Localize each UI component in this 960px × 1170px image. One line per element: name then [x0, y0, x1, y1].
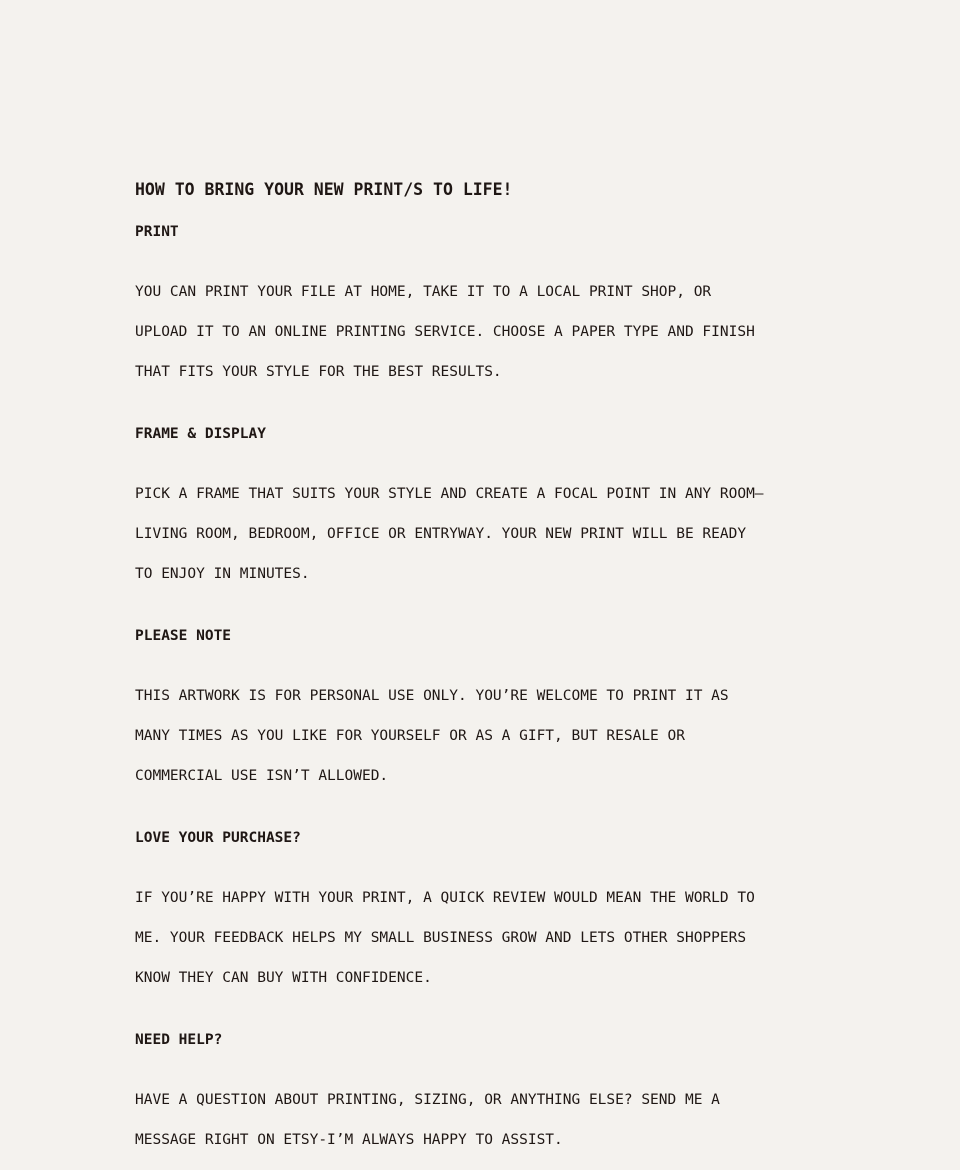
page-title: HOW TO BRING YOUR NEW PRINT/S TO LIFE! — [135, 180, 513, 199]
body-line: UPLOAD IT TO AN ONLINE PRINTING SERVICE. CHOOSE A PAPER TYPE AND FINISH — [135, 324, 755, 340]
body-line: MANY TIMES AS YOU LIKE FOR YOURSELF OR AS A GIFT, BUT RESALE OR — [135, 728, 685, 744]
section-heading-please-note: PLEASE NOTE — [135, 628, 232, 644]
body-line: THAT FITS YOUR STYLE FOR THE BEST RESULTS. — [135, 364, 502, 380]
section-heading-frame-display: FRAME & DISPLAY — [135, 426, 266, 442]
body-line: LIVING ROOM, BEDROOM, OFFICE OR ENTRYWAY. YOUR NEW PRINT WILL BE READY — [135, 526, 747, 542]
body-line: TO ENJOY IN MINUTES. — [135, 566, 310, 582]
body-line: PICK A FRAME THAT SUITS YOUR STYLE AND CREATE A FOCAL POINT IN ANY ROOM— — [135, 486, 764, 502]
section-body-please-note — [135, 666, 835, 806]
section-body-need-help — [135, 1070, 835, 1170]
section-body-love-your-purchase — [135, 868, 835, 1008]
body-line: KNOW THEY CAN BUY WITH CONFIDENCE. — [135, 970, 432, 986]
section-heading-print: PRINT — [135, 224, 179, 240]
body-line: HAVE A QUESTION ABOUT PRINTING, SIZING, OR ANYTHING ELSE? SEND ME A — [135, 1092, 720, 1108]
body-line: COMMERCIAL USE ISN’T ALLOWED. — [135, 768, 389, 784]
body-line: YOU CAN PRINT YOUR FILE AT HOME, TAKE IT TO A LOCAL PRINT SHOP, OR — [135, 284, 712, 300]
body-line: THIS ARTWORK IS FOR PERSONAL USE ONLY. YOU’RE WELCOME TO PRINT IT AS — [135, 688, 729, 704]
section-body-frame-display — [135, 464, 835, 604]
body-line: MESSAGE RIGHT ON ETSY-I’M ALWAYS HAPPY TO ASSIST. — [135, 1132, 563, 1148]
body-line: ME. YOUR FEEDBACK HELPS MY SMALL BUSINESS GROW AND LETS OTHER SHOPPERS — [135, 930, 747, 946]
instructions-content — [135, 180, 835, 1170]
section-body-print — [135, 262, 835, 402]
section-heading-need-help: NEED HELP? — [135, 1032, 223, 1048]
body-line: IF YOU’RE HAPPY WITH YOUR PRINT, A QUICK REVIEW WOULD MEAN THE WORLD TO — [135, 890, 755, 906]
section-heading-love-your-purchase: LOVE YOUR PURCHASE? — [135, 830, 301, 846]
